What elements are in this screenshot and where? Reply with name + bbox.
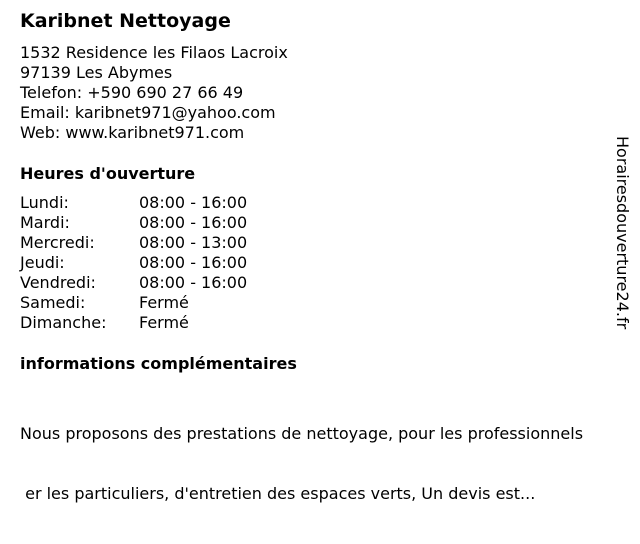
description-line-1: Nous proposons des prestations de nettoyage, pour les professionnels: [20, 424, 584, 443]
day-hours: 08:00 - 16:00: [139, 253, 248, 272]
extra-info-description: [20, 384, 640, 544]
day-label: Jeudi:: [20, 253, 65, 272]
contact-block: [20, 43, 288, 143]
address-line-2: 97139 Les Abymes: [20, 63, 173, 82]
opening-hours-title: Heures d'ouverture: [20, 164, 196, 183]
address-line-1: 1532 Residence les Filaos Lacroix: [20, 43, 288, 62]
day-hours: 08:00 - 16:00: [139, 213, 248, 232]
phone-number: Telefon: +590 690 27 66 49: [20, 83, 244, 102]
website: Web: www.karibnet971.com: [20, 123, 245, 142]
day-label: Dimanche:: [20, 313, 107, 332]
description-line-2: er les particuliers, d'entretien des espaces verts, Un devis est...: [20, 484, 536, 503]
day-hours: Fermé: [139, 293, 189, 312]
email-address: Email: karibnet971@yahoo.com: [20, 103, 276, 122]
day-hours: 08:00 - 16:00: [139, 273, 248, 292]
site-watermark: Horairesdouverture24.fr: [613, 136, 632, 330]
day-hours: 08:00 - 16:00: [139, 193, 248, 212]
day-label: Samedi:: [20, 293, 86, 312]
extra-info-title: informations complémentaires: [20, 354, 297, 373]
day-label: Lundi:: [20, 193, 69, 212]
business-name: Karibnet Nettoyage: [20, 10, 231, 32]
day-label: Vendredi:: [20, 273, 96, 292]
day-label: Mercredi:: [20, 233, 95, 252]
day-hours: Fermé: [139, 313, 189, 332]
day-hours: 08:00 - 13:00: [139, 233, 248, 252]
day-label: Mardi:: [20, 213, 70, 232]
